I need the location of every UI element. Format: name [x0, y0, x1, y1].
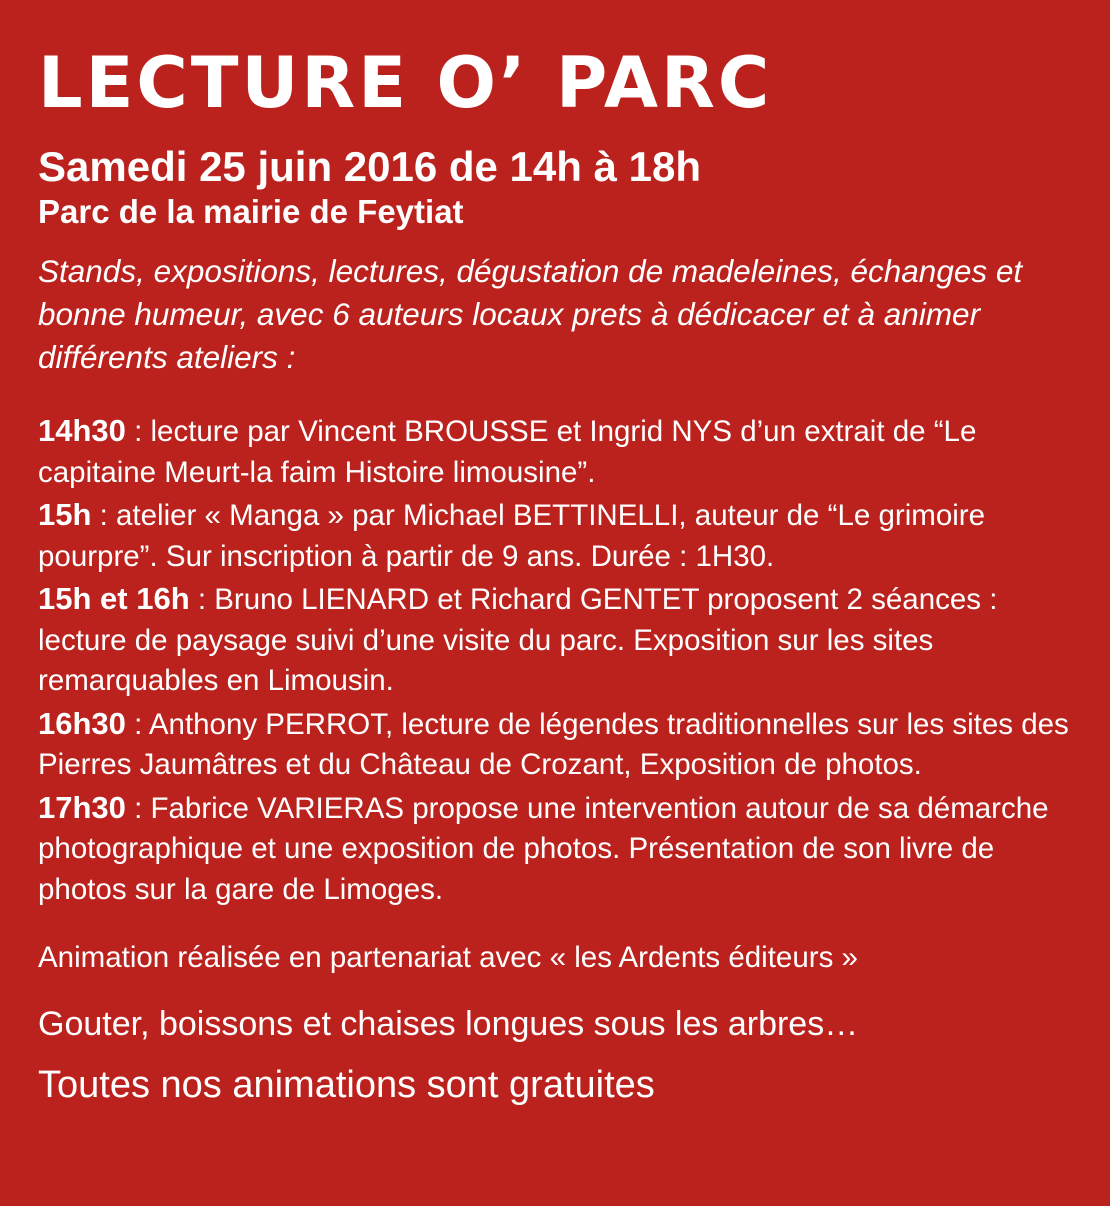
event-intro: Stands, expositions, lectures, dégustation de madeleines, échanges et bonne humeur, avec 6 auteurs locaux prets à dédicacer et à animer différents ateliers :: [38, 253, 1023, 375]
schedule-list: [38, 411, 1078, 910]
schedule-description: : lecture par Vincent BROUSSE et Ingrid NYS d’un extrait de “Le capitaine Meurt-la faim Histoire limousine”.: [38, 415, 977, 489]
schedule-description: : Anthony PERROT, lecture de légendes traditionnelles sur les sites des Pierres Jaumâtres et du Château de Crozant, Exposition de photos.: [38, 707, 1069, 781]
event-title: LECTURE O’ PARC: [38, 42, 773, 124]
partner-note: Animation réalisée en partenariat avec « les Ardents éditeurs »: [38, 941, 858, 974]
schedule-time: 14h30: [38, 413, 126, 448]
event-date: Samedi 25 juin 2016 de 14h à 18h: [38, 143, 701, 190]
schedule-item: [38, 788, 1073, 911]
snack-note: Gouter, boissons et chaises longues sous les arbres…: [38, 1005, 859, 1043]
schedule-item: [38, 704, 1073, 786]
event-poster: [38, 42, 1078, 1108]
schedule-item: [38, 495, 1073, 577]
schedule-time: 16h30: [38, 705, 126, 741]
schedule-time: 15h et 16h: [38, 581, 190, 616]
event-place: Parc de la mairie de Feytiat: [38, 193, 464, 230]
schedule-item: [38, 411, 1073, 493]
schedule-item: [38, 579, 1073, 702]
schedule-time: 17h30: [38, 789, 126, 825]
schedule-time: 15h: [38, 497, 92, 532]
free-note: Toutes nos animations sont gratuites: [38, 1064, 655, 1106]
schedule-description: : atelier « Manga » par Michael BETTINELLI, auteur de “Le grimoire pourpre”. Sur inscription à partir de 9 ans. Durée : 1H30.: [38, 499, 986, 573]
schedule-description: : Fabrice VARIERAS propose une intervention autour de sa démarche photographique et une exposition de photos. Présentation de son livre de photos sur la gare de Limoges.: [38, 791, 1049, 906]
schedule-description: : Bruno LIENARD et Richard GENTET proposent 2 séances : lecture de paysage suivi d’une visite du parc. Exposition sur les sites remarquables en Limousin.: [38, 583, 998, 697]
